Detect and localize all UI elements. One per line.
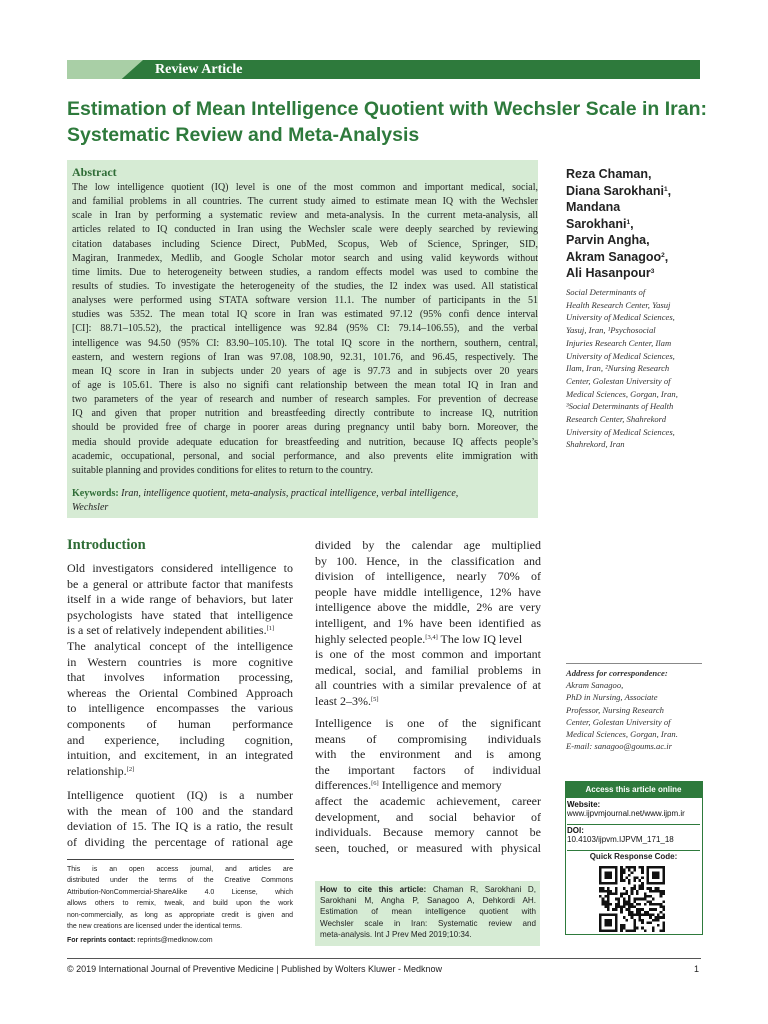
- doi-row: [567, 826, 700, 851]
- abstract-line: two parameters of the year of research and number of research samples. For prevention of decrease: [72, 394, 538, 406]
- title-line: Estimation of Mean Intelligence Quotient with Wechsler Scale in Iran:: [67, 98, 708, 120]
- text-line: to intelligence encompasses the various: [67, 701, 293, 716]
- text-line: deviation of 15. The IQ is a ratio, the result: [67, 819, 293, 834]
- text-line: affect the academic achievement, career: [315, 793, 541, 808]
- text-line: all countries with a similar prevalence of at: [315, 678, 541, 693]
- correspondence: [566, 667, 706, 752]
- correspondence-line: Center, Golestan University of: [566, 716, 671, 727]
- text-line: development, and social behavior of: [315, 809, 541, 824]
- abstract-line: time limits. Due to heterogeneity between studies, a random effects model was used to combine the: [72, 266, 538, 278]
- abstract-line: academic, occupational, personal, and social performance, and also prevents elite immigration with: [72, 450, 538, 462]
- affiliation-line: Ilam, Iran, ²Nursing Research: [566, 363, 670, 374]
- citation-line: Estimation of mean intelligence quotient with: [320, 907, 536, 917]
- text-line: individuals. Because memory cannot be: [315, 825, 541, 840]
- text-line: the important factors of individual: [315, 762, 541, 777]
- text-line: be a general or attribute factor that manifests: [67, 576, 293, 591]
- affiliations: [566, 286, 716, 451]
- abstract-line: should be provided free of charge in poorer areas during pregnancy until baby born. Moreover, the: [72, 422, 538, 434]
- text-line: Intelligence quotient (IQ) is a number: [67, 788, 293, 802]
- text-line: and experience, including cognition,: [67, 732, 293, 747]
- correspondence-line: Akram Sanagoo,: [566, 680, 624, 691]
- correspondence-line: PhD in Nursing, Associate: [566, 692, 658, 703]
- affiliation-line: Research Center, Shahrekord: [566, 414, 666, 425]
- intro-column-1: [67, 561, 293, 779]
- text-line: people have middle intelligence, 12% have: [315, 584, 541, 599]
- article-title: [67, 96, 707, 148]
- divider: [566, 663, 702, 664]
- affiliation-line: Medical Sciences, Gorgan, Iran,: [566, 388, 678, 399]
- affiliation-line: Injuries Research Center, Ilam: [566, 337, 672, 348]
- text-line: with the environment and is among: [315, 747, 541, 762]
- author-list: [566, 166, 716, 282]
- affiliation-line: University of Medical Sciences,: [566, 312, 675, 323]
- author-name: Akram Sanagoo$^2$,: [566, 249, 669, 264]
- intro-column-2: [315, 538, 541, 710]
- text-line: medical, social, and familial problems in: [315, 662, 541, 677]
- website-row: [567, 800, 700, 825]
- keywords: [72, 487, 532, 515]
- license-line: allows others to remix, tweak, and build upon the work: [67, 900, 293, 908]
- text-line: means of compromising individuals: [315, 731, 541, 746]
- text-line: with the mean of 100 and the standard: [67, 803, 293, 818]
- text-line: by 100. Hence, in the classification and: [315, 553, 541, 568]
- doi-label: DOI:: [567, 826, 584, 835]
- abstract-text: [72, 181, 538, 478]
- text-line: Intelligence is one of the significant: [315, 716, 541, 730]
- citation-line: How to cite this article: Chaman R, Sarokhani D,: [320, 885, 536, 894]
- author-name: Ali Hasanpour$^3$: [566, 266, 655, 280]
- qr-code-icon[interactable]: [599, 866, 665, 932]
- divider: [67, 958, 701, 959]
- abstract-line: citation databases including Science Direct, PubMed, Scopus, Web of Science, Springer, SID,: [72, 238, 538, 250]
- author-name: Reza Chaman,: [566, 167, 652, 181]
- page-number: 1: [694, 964, 700, 974]
- citation-line: Sarokhani M, Angha P, Sanagoo A, Dehkordi AH.: [320, 896, 536, 906]
- text-line: in Western countries is more cognitive: [67, 654, 293, 669]
- text-line: whereas the Oriental Combined Approach: [67, 685, 293, 700]
- abstract-line: The low intelligence quotient (IQ) level is one of the most common and important medical, social,: [72, 182, 538, 193]
- abstract-line: studies was 5352. The mean total IQ score in Iran was estimated 97.12 (95% confi dence interval: [72, 309, 538, 321]
- author-name: Mandana: [566, 200, 621, 214]
- affiliation-line: Social Determinants of: [566, 287, 646, 297]
- title-line: Systematic Review and Meta-Analysis: [67, 124, 420, 146]
- abstract-line: Magiran, Iranmedex, Medlib, and Google Scholar motor search and using valid keywords without: [72, 252, 538, 264]
- text-line: least 2–3%.[5]: [315, 693, 379, 708]
- text-line: differences.[6] Intelligence and memory: [315, 778, 502, 793]
- text-line: intelligent, and 1% have been identified as: [315, 615, 541, 630]
- abstract-line: [CI]: 88.71–105.52), the practical intelligence was 92.84 (95% CI: 79.14–106.55), and the verbal: [72, 323, 538, 335]
- abstract-line: media should provide adequate education for breastfeeding and nutrition, because IQ affects people’s: [72, 436, 538, 448]
- correspondence-line: Professor, Nursing Research: [566, 704, 664, 715]
- footer-copyright: © 2019 International Journal of Preventive Medicine | Published by Wolters Kluwer - Medknow: [67, 964, 442, 974]
- affiliation-line: ³Social Determinants of Health: [566, 401, 674, 412]
- section-heading-introduction: Introduction: [67, 537, 146, 553]
- license-line: distributed under the terms of the Creative Commons: [67, 877, 293, 885]
- text-line: psychologists have stated that intelligence: [67, 607, 293, 622]
- website-link[interactable]: www.ijpvmjournal.net/www.ijpm.ir: [567, 809, 685, 818]
- text-line: seen, touched, or measured with physical: [315, 840, 541, 855]
- divider: [67, 859, 294, 860]
- text-line: that involves information processing,: [67, 670, 293, 685]
- correspondence-heading: Address for correspondence:: [566, 668, 668, 678]
- citation-text: [320, 884, 536, 940]
- abstract-line: scale in Iran by performing a systematic review and meta-analysis. In the current meta-analysis, all: [72, 210, 538, 222]
- reprints-label: For reprints contact:: [67, 937, 136, 944]
- abstract-line: and familial problems in all countries. The current study aimed to estimate mean IQ with the Wechsler: [72, 196, 538, 208]
- abstract-line: intelligence was 94.50 (95% CI: 83.90–105.10). The total IQ score in the northern, southern, central,: [72, 337, 538, 349]
- author-name: Diana Sarokhani$^1$,: [566, 183, 672, 198]
- license-line: the new creations are licensed under the identical terms.: [67, 923, 243, 931]
- keywords-list: Iran, intelligence quotient, meta-analysis, practical intelligence, verbal intelligence,: [121, 488, 459, 499]
- abstract-line: of age is 105.61. There is also no signifi cant relationship between the mean total IQ in Iran and: [72, 379, 538, 391]
- text-line: relationship.[2]: [67, 763, 135, 778]
- abstract-line: articles related to IQ conducted in Iran using the Wechsler scale were deeply searched by reviewing: [72, 224, 538, 236]
- abstract-line: suitable planning and provides conditions for elites to return to the country.: [72, 464, 373, 476]
- text-line: components of human performance: [67, 716, 293, 731]
- text-line: highly selected people.[3,4] The low IQ level: [315, 631, 523, 646]
- abstract-line: results of studies. To investigate the heterogeneity of the studies, the I2 index was used. All statistical: [72, 280, 538, 292]
- citation-line: Wechsler scale in Iran: Systematic review and: [320, 918, 536, 928]
- intro-column-2-p2: [315, 716, 541, 856]
- text-line: of dividing the percentage of rational age: [67, 834, 293, 849]
- author-name: Parvin Angha,: [566, 233, 650, 247]
- author-name: Sarokhani$^1$,: [566, 216, 634, 231]
- affiliation-line: University of Medical Sciences,: [566, 350, 675, 361]
- reprints-contact: [67, 937, 213, 944]
- affiliation-line: Center, Golestan University of: [566, 375, 671, 386]
- doi-link[interactable]: 10.4103/ijpvm.IJPVM_171_18: [567, 835, 674, 844]
- abstract-line: mean IQ score in Iran in subjects under 20 years of age is 97.73 and in subjects over 20 years: [72, 365, 538, 377]
- abstract-line: analyses were performed using STATA software version 11.1. The number of participants in the 51: [72, 295, 538, 307]
- citation-line: meta-analysis. Int J Prev Med 2019;10:34.: [320, 929, 472, 939]
- license-line: This is an open access journal, and articles are: [67, 866, 293, 873]
- qr-label: Quick Response Code:: [589, 852, 678, 861]
- reprints-email[interactable]: reprints@medknow.com: [135, 937, 213, 944]
- affiliation-line: Shahrekord, Iran: [566, 439, 625, 450]
- access-heading: Access this article online: [565, 781, 702, 798]
- website-label: Website:: [567, 800, 601, 809]
- affiliation-line: University of Medical Sciences,: [566, 426, 675, 437]
- correspondence-line: Medical Sciences, Gorgan, Iran.: [566, 729, 678, 740]
- abstract-heading: Abstract: [72, 165, 117, 179]
- article-type-label: Review Article: [155, 62, 243, 77]
- text-line: is a set of relatively independent abilities.[1]: [67, 623, 275, 638]
- license-line: non-commercially, as long as appropriate credit is given and: [67, 911, 293, 919]
- keywords-label: Keywords:: [72, 488, 119, 499]
- text-line: intelligence above the middle, 2% are very: [315, 600, 541, 615]
- text-line: itself in a wide range of behaviors, but later: [67, 592, 293, 607]
- affiliation-line: Health Research Center, Yasuj: [566, 299, 671, 310]
- text-line: is one of the most common and important: [315, 647, 541, 662]
- affiliation-line: Yasuj, Iran, ¹Psychosocial: [566, 325, 656, 336]
- text-line: intuition, and excitement, in an integrated: [67, 748, 293, 763]
- abstract-line: eastern, and western regions of Iran was 97.08, 108.90, 92.31, 101.76, and 96.45, respectively. The: [72, 351, 538, 363]
- text-line: divided by the calendar age multiplied: [315, 538, 541, 552]
- text-line: Old investigators considered intelligence to: [67, 561, 293, 575]
- text-line: The analytical concept of the intelligence: [67, 638, 293, 653]
- intro-column-1-p2: [67, 788, 293, 850]
- license-line: Attribution-NonCommercial-ShareAlike 4.0 License, which: [67, 888, 293, 896]
- abstract-line: IQ and given that proper nutrition and breastfeeding directly contribute to increase IQ, nutrition: [72, 408, 538, 420]
- correspondence-email[interactable]: E-mail: sanagoo@goums.ac.ir: [566, 741, 673, 752]
- keywords-list: Wechsler: [72, 502, 109, 513]
- license-text: [67, 864, 293, 932]
- text-line: division of intelligence, nearly 70% of: [315, 569, 541, 584]
